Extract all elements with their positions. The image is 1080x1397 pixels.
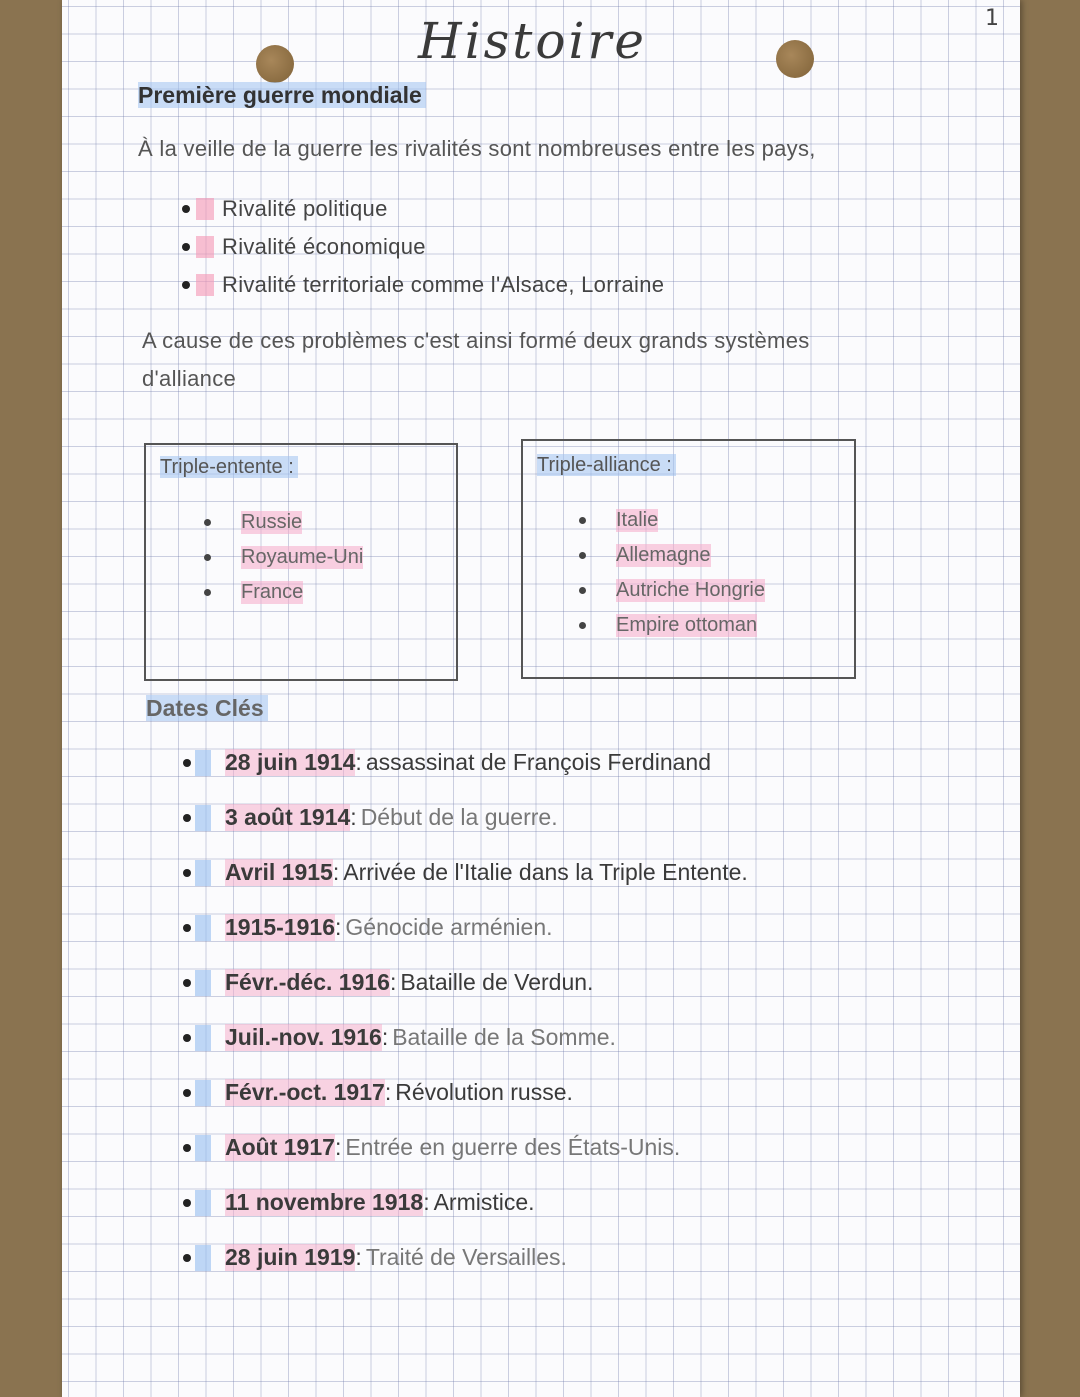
member-text: Autriche Hongrie bbox=[616, 579, 765, 601]
member-text: Empire ottoman bbox=[616, 614, 758, 636]
date-label: Avril 1915 bbox=[225, 859, 333, 885]
list-item bbox=[204, 575, 363, 610]
bullet-dot-icon bbox=[182, 281, 190, 289]
date-item bbox=[183, 900, 748, 955]
date-event: Armistice. bbox=[433, 1189, 535, 1215]
bullet-dot-icon bbox=[204, 589, 211, 596]
date-item bbox=[183, 1010, 748, 1065]
triple-entente-title-text: Triple-entente : bbox=[160, 456, 298, 478]
member-text: Italie bbox=[616, 509, 659, 531]
rivalry-text: Rivalité économique bbox=[222, 234, 426, 259]
consequence-line-1: A cause de ces problèmes c'est ainsi formé deux grands systèmes bbox=[142, 328, 810, 353]
date-separator: : bbox=[334, 1134, 342, 1160]
rivalry-list bbox=[182, 190, 664, 304]
triple-alliance-title-text: Triple-alliance : bbox=[537, 454, 676, 476]
highlight-mark bbox=[195, 1080, 211, 1106]
page-title: Histoire bbox=[418, 12, 647, 70]
list-item bbox=[182, 228, 664, 266]
date-item bbox=[183, 1175, 748, 1230]
date-event: assassinat de François Ferdinand bbox=[365, 749, 711, 775]
highlight-mark bbox=[195, 805, 211, 831]
list-item bbox=[579, 573, 765, 608]
bullet-dot-icon bbox=[182, 205, 190, 213]
highlight-mark bbox=[195, 750, 211, 776]
date-item bbox=[183, 790, 748, 845]
date-event: Traité de Versailles. bbox=[365, 1244, 567, 1270]
list-item bbox=[182, 266, 664, 304]
highlight-mark bbox=[195, 1135, 211, 1161]
bullet-dot-icon bbox=[183, 759, 191, 767]
list-item bbox=[204, 505, 363, 540]
triple-alliance-title bbox=[537, 454, 676, 477]
date-label: 28 juin 1919 bbox=[225, 1244, 356, 1270]
bullet-dot-icon bbox=[579, 517, 586, 524]
date-label: Févr.-déc. 1916 bbox=[225, 969, 390, 995]
date-item bbox=[183, 955, 748, 1010]
date-event: Entrée en guerre des États-Unis. bbox=[345, 1134, 681, 1160]
list-item bbox=[204, 540, 363, 575]
section-heading-text: Première guerre mondiale bbox=[138, 82, 426, 108]
date-separator: : bbox=[384, 1079, 392, 1105]
date-separator: : bbox=[355, 1244, 362, 1270]
bullet-dot-icon bbox=[183, 1254, 191, 1262]
bullet-dot-icon bbox=[579, 622, 586, 629]
date-label: Août 1917 bbox=[225, 1134, 335, 1160]
bullet-dot-icon bbox=[579, 587, 586, 594]
date-item bbox=[183, 735, 748, 790]
date-item bbox=[183, 1230, 748, 1285]
date-label: 3 août 1914 bbox=[225, 804, 351, 830]
consequence-line-2: d'alliance bbox=[142, 366, 237, 391]
date-separator: : bbox=[389, 969, 397, 995]
date-event: Début de la guerre. bbox=[360, 804, 558, 830]
date-label: Juil.-nov. 1916 bbox=[225, 1024, 382, 1050]
bullet-dot-icon bbox=[183, 814, 191, 822]
highlight-mark bbox=[195, 860, 211, 886]
binder-hole-right bbox=[776, 40, 814, 78]
date-item bbox=[183, 845, 748, 900]
bullet-dot-icon bbox=[182, 243, 190, 251]
date-event: Génocide arménien. bbox=[345, 914, 553, 940]
date-separator: : bbox=[335, 914, 342, 940]
highlight-mark bbox=[196, 198, 214, 220]
page-number: 1 bbox=[985, 6, 999, 31]
date-event: Arrivée de l'Italie dans la Triple Entente. bbox=[343, 859, 748, 885]
dates-heading bbox=[146, 695, 268, 722]
bullet-dot-icon bbox=[183, 924, 191, 932]
date-separator: : bbox=[350, 804, 357, 830]
date-separator: : bbox=[423, 1189, 430, 1215]
triple-entente-title bbox=[160, 456, 298, 479]
dates-heading-text: Dates Clés bbox=[146, 695, 268, 721]
triple-entente-list bbox=[204, 505, 363, 610]
highlight-mark bbox=[195, 1245, 211, 1271]
date-label: 11 novembre 1918 bbox=[225, 1189, 424, 1215]
date-item bbox=[183, 1065, 748, 1120]
highlight-mark bbox=[195, 1025, 211, 1051]
member-text: Allemagne bbox=[616, 544, 711, 566]
member-text: France bbox=[241, 581, 304, 603]
highlight-mark bbox=[195, 1190, 211, 1216]
rivalry-text: Rivalité politique bbox=[222, 196, 388, 221]
binder-hole-left bbox=[256, 45, 294, 83]
highlight-mark bbox=[195, 915, 211, 941]
bullet-dot-icon bbox=[183, 869, 191, 877]
highlight-mark bbox=[196, 236, 214, 258]
bullet-dot-icon bbox=[183, 1089, 191, 1097]
bullet-dot-icon bbox=[183, 1034, 191, 1042]
list-item bbox=[579, 538, 765, 573]
bullet-dot-icon bbox=[183, 979, 191, 987]
bullet-dot-icon bbox=[183, 1199, 191, 1207]
date-label: Févr.-oct. 1917 bbox=[225, 1079, 385, 1105]
list-item bbox=[579, 503, 765, 538]
date-event: Révolution russe. bbox=[395, 1079, 573, 1105]
date-label: 28 juin 1914 bbox=[225, 749, 356, 775]
triple-alliance-list bbox=[579, 503, 765, 643]
list-item bbox=[182, 190, 664, 228]
date-item bbox=[183, 1120, 748, 1175]
date-separator: : bbox=[355, 749, 362, 775]
date-label: 1915-1916 bbox=[225, 914, 335, 940]
bullet-dot-icon bbox=[183, 1144, 191, 1152]
highlight-mark bbox=[195, 970, 211, 996]
list-item bbox=[579, 608, 765, 643]
highlight-mark bbox=[196, 274, 214, 296]
rivalry-text: Rivalité territoriale comme l'Alsace, Lorraine bbox=[222, 272, 665, 297]
intro-paragraph: À la veille de la guerre les rivalités sont nombreuses entre les pays, bbox=[138, 136, 816, 161]
date-separator: : bbox=[381, 1024, 389, 1050]
date-event: Bataille de la Somme. bbox=[392, 1024, 616, 1050]
bullet-dot-icon bbox=[204, 554, 211, 561]
member-text: Royaume-Uni bbox=[241, 546, 364, 568]
member-text: Russie bbox=[241, 511, 303, 533]
section-heading-ww1 bbox=[138, 82, 426, 109]
date-event: Bataille de Verdun. bbox=[400, 969, 594, 995]
date-separator: : bbox=[332, 859, 340, 885]
bullet-dot-icon bbox=[579, 552, 586, 559]
bullet-dot-icon bbox=[204, 519, 211, 526]
key-dates-list bbox=[183, 735, 748, 1285]
